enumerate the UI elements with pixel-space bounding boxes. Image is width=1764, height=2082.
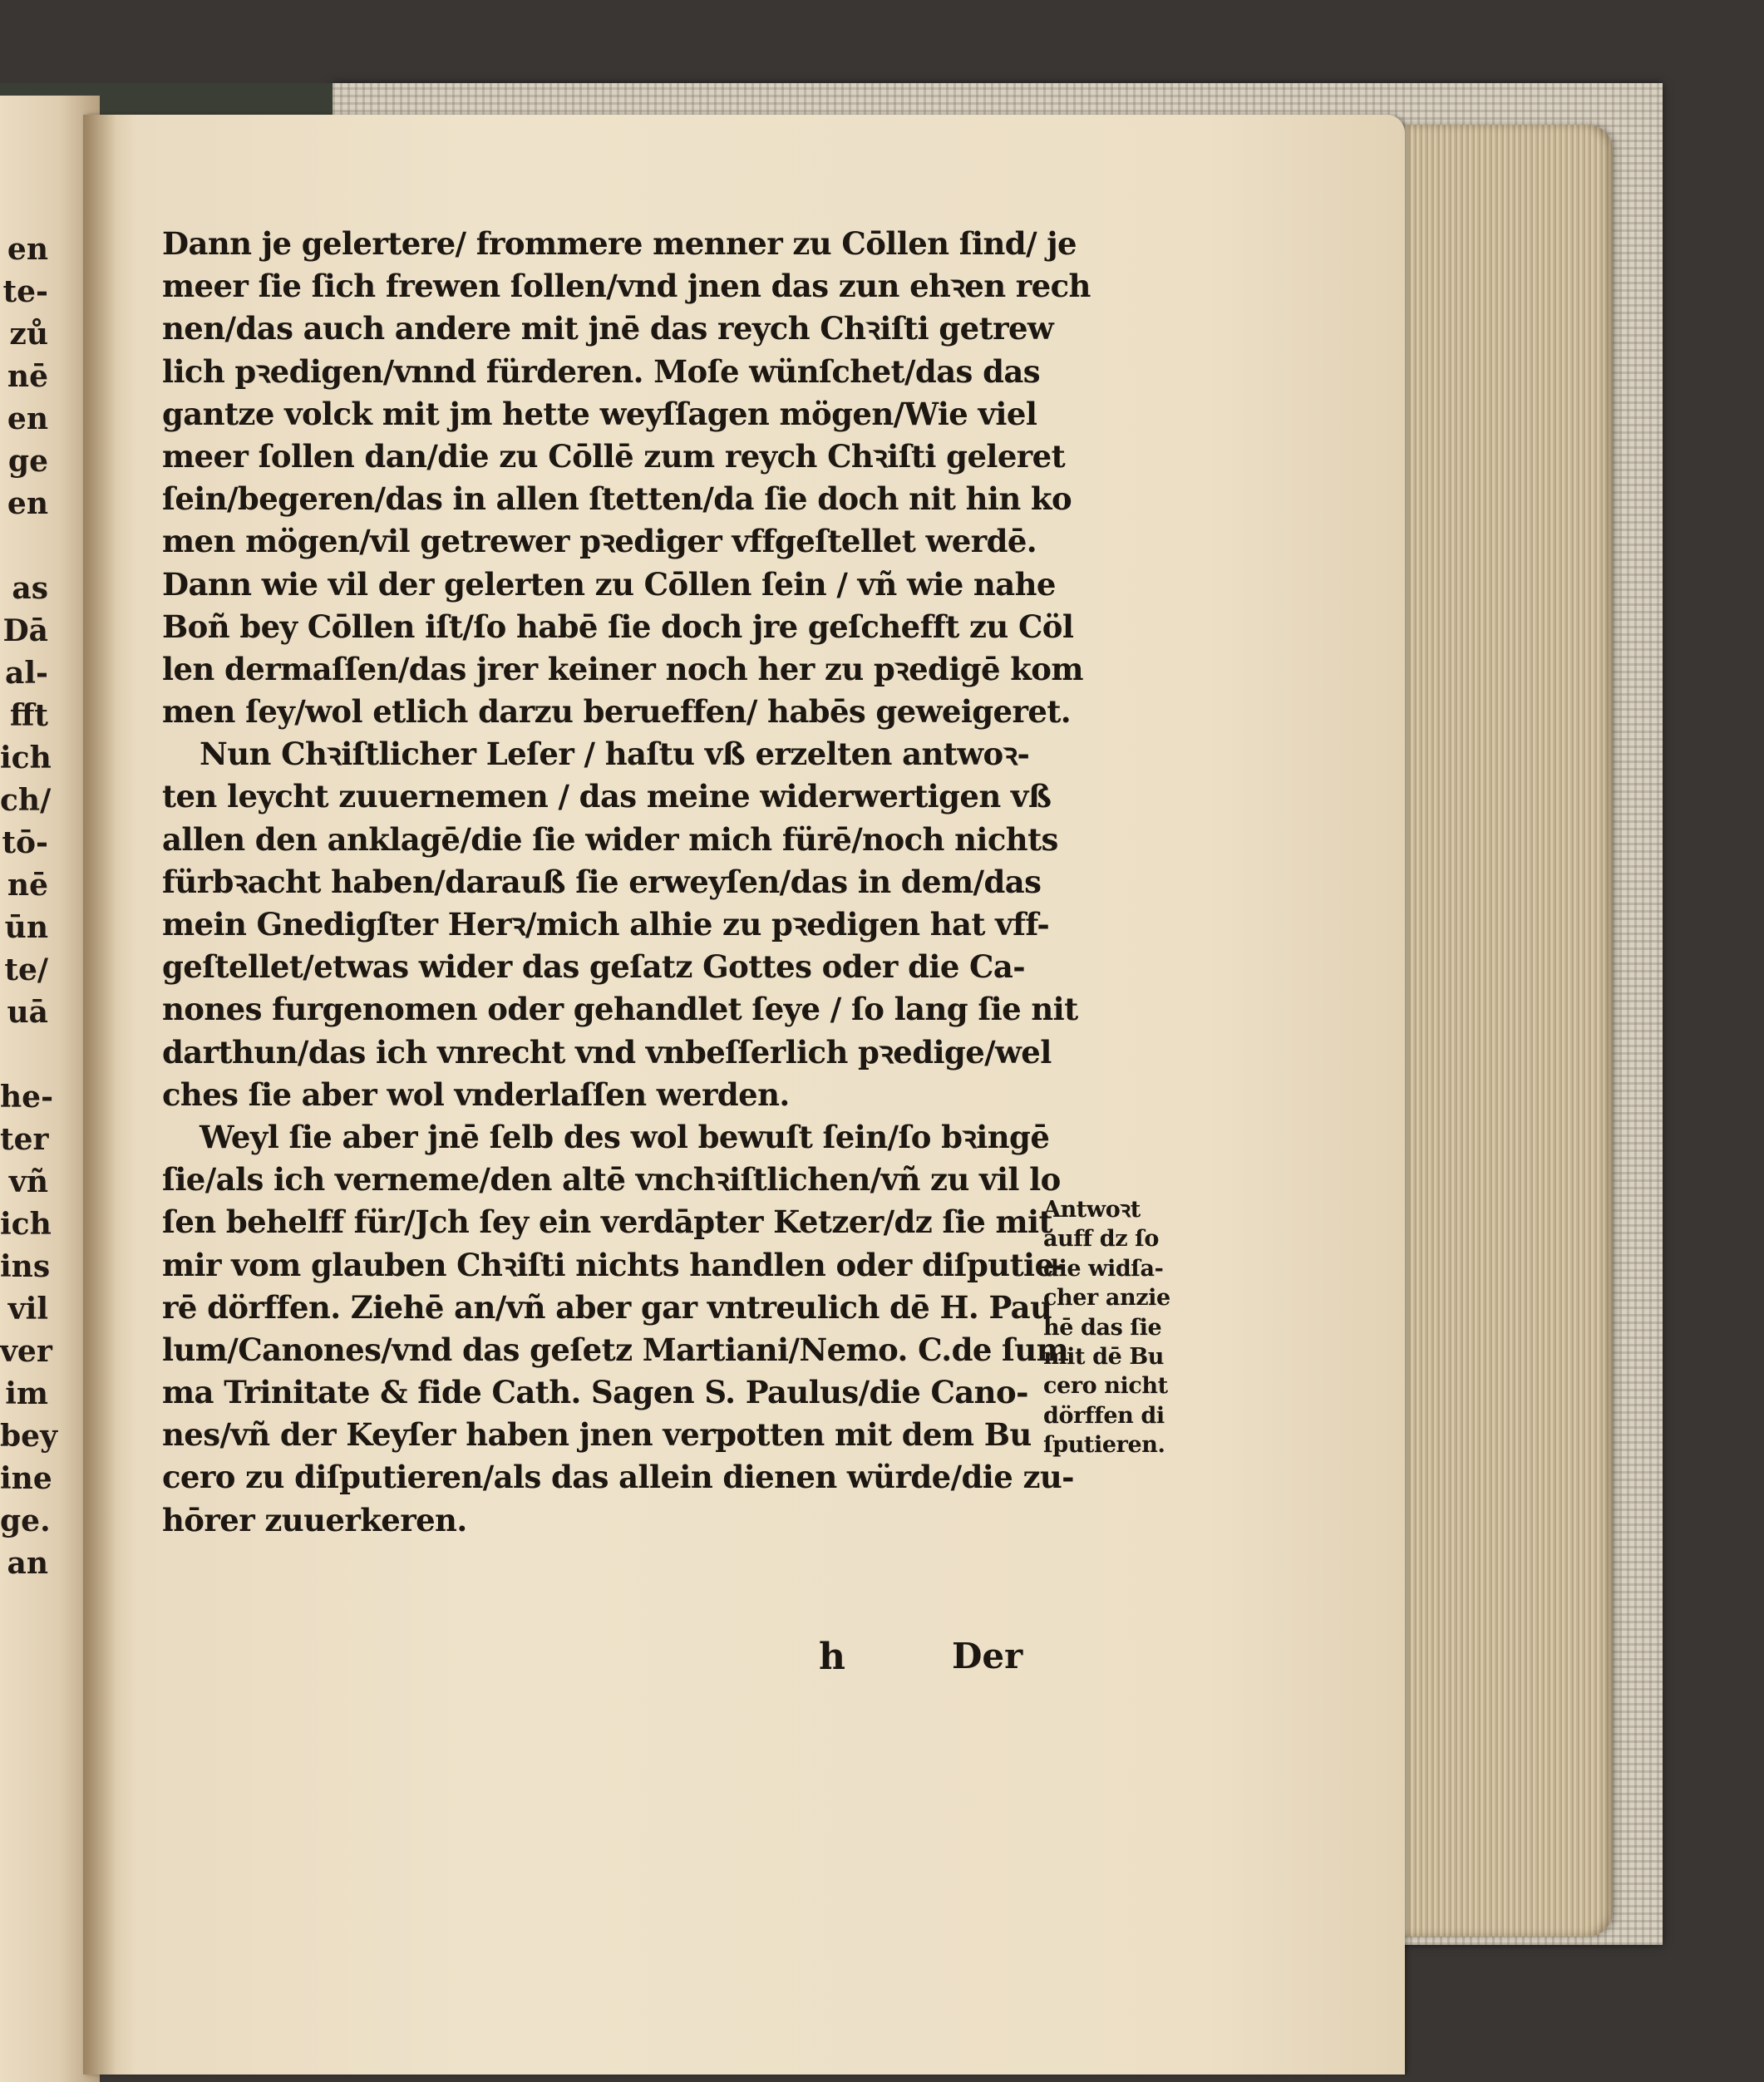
text-line: mir vom glauben Chꝛiſti nichts handlen oder diſputie- (162, 1246, 1067, 1283)
text-line: ſen behelff für/Jch ſey ein verdāpter Ketzer/dz ſie mit (162, 1203, 1052, 1241)
margin-note-line: ſputieren. (1043, 1432, 1165, 1459)
left-page-fragment: en (7, 486, 48, 521)
text-line: nen/das auch andere mit jnē das reych Chꝛiſti getrew (162, 310, 1054, 347)
signature-mark: h (819, 1636, 845, 1678)
margin-note-line: dörffen di (1043, 1402, 1165, 1429)
text-line: Dann je gelertere/ frommere menner zu Cōllen ſind/ je (162, 225, 1077, 262)
body-text-block (162, 223, 1091, 1542)
text-line: men mögen/vil getrewer pꝛediger vffgeſtellet werdē. (162, 523, 1037, 560)
text-line: meer ſie ſich frewen ſollen/vnd jnen das zun ehꝛen rech (162, 268, 1091, 305)
text-line: allen den anklagē/die ſie wider mich fürē/noch nichts (162, 820, 1058, 858)
text-line: lich pꝛedigen/vnnd fürderen. Moſe wünſchet/das das (162, 352, 1040, 390)
page-edges (1380, 125, 1613, 1937)
margin-note (1043, 1195, 1201, 1460)
text-line: men ſey/wol etlich darzu berueffen/ habēs geweigeret. (162, 693, 1072, 731)
gutter-shadow (83, 115, 116, 2075)
text-line: darthun/das ich vnrecht vnd vnbeſſerlich pꝛedige/wel (162, 1033, 1052, 1071)
text-line: gantze volck mit jm hette weyſſagen mögen/Wie viel (162, 395, 1037, 432)
margin-note-line: Antwoꝛt (1043, 1197, 1141, 1223)
text-line: ten leycht zuuernemen / das meine widerwertigen vß (162, 778, 1052, 815)
left-page-fragment: he- (0, 1080, 54, 1115)
text-line: lum/Canones/vnd das geſetz Martiani/Nemo. C.de ſum (162, 1331, 1069, 1368)
text-line: meer ſollen dan/die zu Cōllē zum reych Chꝛiſti geleret (162, 437, 1066, 475)
left-page-fragment: ge (7, 444, 48, 479)
left-page-fragment: en (7, 232, 48, 267)
left-page-fragment: zů (9, 317, 48, 352)
left-page-fragment: vñ (8, 1164, 48, 1199)
left-page-fragment: an (7, 1546, 48, 1581)
left-page-fragment: te- (2, 274, 48, 309)
text-line: ma Trinitate & fide Cath. Sagen S. Paulus/die Cano- (162, 1374, 1028, 1411)
text-line: Nun Chꝛiſtlicher Leſer / haſtu vß erzelten antwoꝛ- (200, 736, 1030, 773)
margin-note-line: cero nicht (1043, 1373, 1168, 1400)
text-line: geſtellet/etwas wider das geſatz Gottes oder die Ca- (162, 948, 1026, 986)
left-page-fragment: tō- (2, 825, 48, 860)
left-page-fragment: bey (0, 1419, 57, 1454)
left-page-fragment: ich (0, 1207, 52, 1242)
text-line: fürbꝛacht haben/darauß ſie erweyſen/das in dem/das (162, 863, 1042, 900)
text-line: Weyl ſie aber jnē ſelb des wol bewuſt ſein/ſo bꝛingē (200, 1118, 1050, 1155)
left-page-fragment: im (5, 1376, 48, 1411)
text-line: ſie/als ich verneme/den altē vnchꝛiſtlichen/vñ zu vil lo (162, 1161, 1061, 1199)
left-page-fragment: te/ (4, 952, 48, 987)
left-page-fragment: nē (7, 868, 48, 903)
text-line: rē dörffen. Ziehē an/vñ aber gar vntreulich dē H. Pau (162, 1288, 1052, 1326)
text-line: cero zu diſputieren/als das allein dienen würde/die zu- (162, 1459, 1074, 1496)
left-page-fragment (0, 1034, 48, 1076)
left-page-fragment: ch/ (0, 783, 52, 818)
left-page-fragment: fft (9, 698, 48, 733)
left-page-fragment: ter (0, 1122, 49, 1157)
text-line: Dann wie vil der gelerten zu Cōllen ſein / vñ wie nahe (162, 565, 1056, 603)
text-line: Boñ bey Cōllen iſt/ſo habē ſie doch jre geſchefft zu Cöl (162, 608, 1074, 645)
left-page-fragment: en (7, 401, 48, 436)
left-page-fragment: al- (5, 656, 48, 691)
left-page-fragment: vil (7, 1292, 48, 1326)
left-page-fragment: Dā (2, 613, 48, 648)
text-line: ches ſie aber wol vnderlaſſen werden. (162, 1075, 790, 1113)
margin-note-line: hē das ſie (1043, 1314, 1162, 1341)
left-page-text-fragments (0, 229, 57, 1585)
margin-note-line: mit dē Bu (1043, 1344, 1165, 1371)
left-page-fragment (0, 525, 48, 568)
left-page-fragment: nē (7, 359, 48, 394)
left-page-fragment: as (12, 571, 48, 606)
text-line: nes/vñ der Keyſer haben jnen verpotten mit dem Bu (162, 1416, 1032, 1454)
margin-note-line: die widſa- (1043, 1255, 1164, 1282)
catchword: Der (952, 1636, 1023, 1676)
left-page-fragment: ge. (0, 1504, 51, 1538)
text-line: ſein/begeren/das in allen ſtetten/da ſie doch nit hin ko (162, 480, 1072, 518)
margin-note-line: cher anzie (1043, 1285, 1170, 1312)
text-line: mein Gnedigſter Herꝛ/mich alhie zu pꝛedigen hat vff- (162, 906, 1050, 943)
margin-note-line: auff dz ſo (1043, 1226, 1159, 1253)
left-page-fragment: ins (0, 1249, 51, 1284)
left-page-fragment: ich (0, 741, 52, 775)
text-line: len dermaſſen/das jrer keiner noch her zu pꝛedigē kom (162, 650, 1083, 687)
left-page-fragment: uā (7, 995, 48, 1030)
left-page-fragment: ūn (4, 910, 48, 945)
left-page-fragment: ver (0, 1334, 52, 1369)
left-page-fragment: ine (0, 1461, 52, 1496)
text-line: hōrer zuuerkeren. (162, 1501, 467, 1538)
text-line: nones furgenomen oder gehandlet ſeye / ſo lang ſie nit (162, 991, 1078, 1028)
